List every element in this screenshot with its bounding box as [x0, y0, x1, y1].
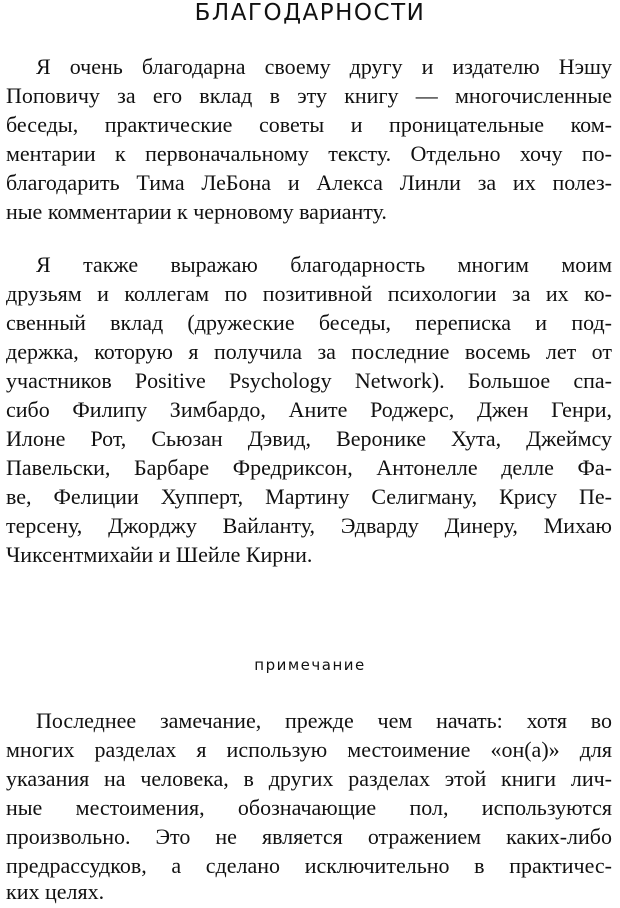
text-line: держка, которую я получила за последние восемь лет от: [6, 339, 612, 364]
text-line: многих разделах я использую местоимение «он(а)» для: [6, 737, 612, 762]
text-line: ные комментарии к черновому варианту.: [6, 199, 387, 224]
text-line: Я также выражаю благодарность многим моим: [36, 252, 612, 277]
text-line: Я очень благодарна своему другу и издателю Нэшу: [36, 54, 612, 79]
text-line: ментарии к первоначальному тексту. Отдельно хочу по-: [6, 141, 612, 166]
page-title: БЛАГОДАРНОСТИ: [194, 0, 426, 26]
text-line: указания на человека, в других разделах этой книги лич-: [6, 766, 612, 791]
text-line: произвольно. Это не является отражением каких-либо: [6, 824, 612, 849]
text-line: предрассудков, а сделано исключительно в практичес-: [6, 853, 612, 878]
text-line: Павельски, Барбаре Фредриксон, Антонелле делле Фа-: [6, 455, 612, 480]
text-line: друзьям и коллегам по позитивной психологии за их ко-: [6, 281, 612, 306]
text-line: Последнее замечание, прежде чем начать: хотя во: [36, 708, 612, 733]
text-line: ве, Фелиции Хупперт, Мартину Селигману, Крису Пе-: [6, 484, 612, 509]
text-line: участников Positive Psychology Network). Большое спа-: [6, 368, 612, 393]
text-line: Илоне Рот, Сьюзан Дэвид, Веронике Хута, Джеймсу: [6, 426, 612, 451]
text-line: терсену, Джорджу Вайланту, Эдварду Динеру, Михаю: [6, 513, 612, 538]
text-line: Чиксентмихайи и Шейле Кирни.: [6, 542, 313, 567]
text-line: сибо Филипу Зимбардо, Аните Роджерс, Джен Генри,: [6, 397, 612, 422]
text-line: ные местоимения, обозначающие пол, используются: [6, 795, 612, 820]
text-line: благодарить Тима ЛеБона и Алекса Линли за их полез-: [6, 170, 612, 195]
text-line: свенный вклад (дружеские беседы, переписка и под-: [6, 310, 612, 335]
note-heading: примечание: [254, 656, 366, 674]
text-line: ких целях.: [6, 879, 105, 904]
text-line: Поповичу за его вклад в эту книгу — многочисленные: [6, 83, 612, 108]
text-line: беседы, практические советы и проницательные ком-: [6, 112, 612, 137]
